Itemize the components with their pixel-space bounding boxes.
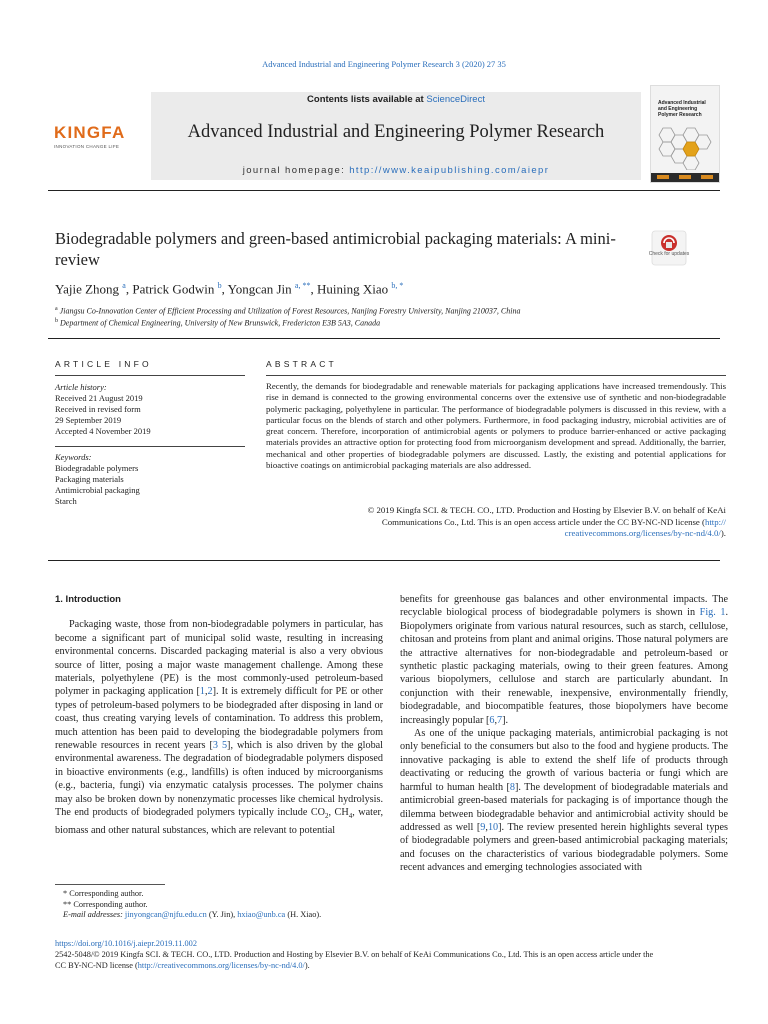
bottom-matter bbox=[55, 938, 727, 971]
history-rule bbox=[55, 446, 245, 447]
citation-link[interactable]: 10 bbox=[487, 821, 499, 833]
author-affiliation-mark[interactable]: a bbox=[122, 281, 126, 290]
author-separator: , bbox=[125, 281, 133, 297]
subscript: 4 bbox=[348, 812, 353, 821]
body-text: ], which is also driven by the global environmental awareness. The degradation of biodegradable polymers disposed in bioactive environments (e.g., landfills) is often induced by microorganisms (e.g., bacteria, fungi) via enzymatic catalysis processes. The polymer chains may also be broken down by nonenzymatic processes like chemical hydrolysis. The end products of biodegraded polymers typically include CO bbox=[55, 740, 384, 819]
bottom-copyright: 2542-5048/© 2019 Kingfa SCI. & TECH. CO., LTD. Production and Hosting by Elsevier B.V. on behalf of KeAi Communications Co., Ltd. This is an open access article under the bbox=[55, 950, 654, 959]
abstract-copyright bbox=[266, 505, 726, 540]
license-link[interactable]: creativecommons.org/licenses/by-nc-nd/4.0/ bbox=[564, 528, 721, 538]
affiliation-mark: a bbox=[55, 306, 58, 312]
body-paragraph: benefits for greenhouse gas balances and other environmental impacts. The recyclable biological process of biodegradable polymers is shown in Fig. 1. Biopolymers originate from various natural resources, such as starch, cellulose, chitosan and proteins from plant and animal origins. Those natural polymers are the attractive alternatives for non-biodegradable and petroleum-based or synthetic plastic packaging materials, owing to their green features. Among various biopolymers, cellulose and starch are particularly abundant. In conjunction with their renewable, inexpensive, environmentally friendly, biodegradable, and biocompatible features, those biopolymers have become increasingly popular [6,7]. bbox=[400, 594, 728, 726]
author-separator: , bbox=[221, 281, 228, 297]
keyword-item: Packaging materials bbox=[55, 474, 124, 484]
cover-hexagon-graphic bbox=[653, 124, 719, 170]
logo-wordmark: KINGFA bbox=[54, 123, 126, 142]
cover-title: Advanced Industrial and Engineering Polymer Research bbox=[658, 100, 706, 118]
figure-link[interactable]: Fig. 1 bbox=[699, 607, 726, 619]
affiliation-mark: b bbox=[55, 318, 58, 324]
body-text: ]. bbox=[502, 714, 509, 726]
body-text: ]. The development of biodegradable materials and antimicrobial green-based materials for packaging is of importance though the dilemma between biodegradable behavior and antimicrobial activity should be addressed as well [ bbox=[400, 781, 728, 833]
body-text: , water, biomass and other natural substances, which are relevant to potential bbox=[55, 807, 384, 836]
author-list bbox=[55, 281, 403, 297]
journal-cover-thumbnail[interactable] bbox=[650, 85, 720, 183]
affiliation-text: Department of Chemical Engineering, University of New Brunswick, Fredericton E3B 5A3, Canada bbox=[60, 318, 381, 328]
footnote: ** Corresponding author. bbox=[63, 899, 148, 909]
bottom-license bbox=[55, 960, 727, 971]
body-column-right bbox=[400, 593, 728, 875]
abstract-text: Recently, the demands for biodegradable and renewable materials for packaging applications have increased tremendously. This rise in demand is connected to the growing environmental concerns over the extensive use of synthetic and non-biodegradable polymeric packaging, polyethylene in particular. The performance of biodegradable polymers is discussed in this review, with a particular focus on the blends of starch and other polymers. Furthermore, in food packaging industry, microbial activities are of great concern. Therefore, incorporation of antimicrobial agents or polymers to produce barrier-enhanced or active packaging materials provides an attractive option for protecting food from microorganism development and spread. Additionally, the barrier, mechanical and other properties of biodegradable polymers are discussed. Lastly, the existing and potential applications for bioactive coatings on antimicrobial packaging materials are also addressed. bbox=[266, 381, 726, 471]
copyright-end: ). bbox=[720, 528, 726, 538]
citation-link[interactable]: 6 bbox=[489, 714, 495, 726]
citation-link[interactable]: 9 bbox=[480, 821, 486, 833]
email-link[interactable]: hxiao@unb.ca bbox=[237, 910, 286, 919]
homepage-link[interactable]: http://www.keaipublishing.com/aiepr bbox=[349, 165, 550, 176]
author-name: Huining Xiao bbox=[316, 281, 389, 297]
check-for-updates-icon[interactable] bbox=[651, 230, 687, 266]
license-link[interactable]: http://creativecommons.org/licenses/by-nc-nd/4.0/ bbox=[137, 961, 305, 970]
footnote: * Corresponding author. bbox=[63, 889, 144, 898]
author-affiliation-mark[interactable]: b bbox=[217, 281, 222, 290]
copyright-line: © 2019 Kingfa SCI. & TECH. CO., LTD. Production and Hosting by Elsevier B.V. on behalf of KeAi bbox=[367, 505, 726, 515]
history-heading: Article history: bbox=[55, 382, 107, 392]
masthead-rule bbox=[48, 190, 720, 191]
body-paragraph: As one of the unique packaging materials, antimicrobial packaging is not only beneficial to the consumers but also to the food and hygiene products. The innovative packaging is able to extend the shelf life of products through deactivating or reducing the growth of various bacteria or fungi which are harmful to human health [8]. The development of biodegradable materials and antimicrobial green-based materials for packaging is of importance though the dilemma between biodegradable behavior and antimicrobial activity should be addressed as well [9,10]. The review presented herein highlights several types of biodegradable polymers and green-based antimicrobial packaging materials; and focuses on the characteristics of various biodegradable polymers. Some recent advances and emerging technologies associated with bbox=[400, 728, 728, 874]
history-item: Received in revised form bbox=[55, 404, 141, 414]
license-text: CC BY-NC-ND license ( bbox=[55, 961, 138, 970]
author-affiliation-mark[interactable]: b, * bbox=[391, 281, 404, 290]
affiliation-b bbox=[55, 318, 380, 328]
keyword-item: Biodegradable polymers bbox=[55, 463, 139, 473]
email-link[interactable]: jinyongcan@njfu.edu.cn bbox=[124, 910, 207, 919]
abstract-label: ABSTRACT bbox=[266, 359, 337, 369]
subscript: 2 bbox=[325, 812, 329, 821]
license-link[interactable]: http:// bbox=[704, 516, 726, 527]
citation-link[interactable]: 2 bbox=[207, 686, 213, 698]
article-info-rule bbox=[55, 375, 245, 376]
body-text: As one of the unique packaging materials, antimicrobial packaging is not only beneficial to the consumers but also to the food and hygiene products. The innovative packaging is able to extend the shelf life of products through deactivating or reducing the growth of various bacteria or fungi which are harmful to human health [ bbox=[400, 728, 728, 793]
article-history bbox=[55, 382, 245, 437]
email-owner: (Y. Jin), bbox=[206, 910, 238, 919]
keyword-item: Antimicrobial packaging bbox=[55, 485, 140, 495]
email-label: E-mail addresses: bbox=[63, 910, 123, 919]
affiliation-text: Jiangsu Co-Innovation Center of Efficient Processing and Utilization of Forest Resources, Nanjing Forestry University, Nanjing 210037, China bbox=[59, 306, 521, 316]
cover-footer-bar bbox=[651, 173, 719, 182]
masthead-center-panel bbox=[151, 92, 641, 180]
logo-tagline: INNOVATION CHANGE LIFE bbox=[54, 144, 120, 149]
body-text: . Biopolymers originate from various natural resources, such as starch, cellulose, chitosan and proteins from plant and animal origins. Those natural polymers are the attractive alternatives for non-biodegradable and petroleum-based or synthetic plastic packaging materials, owing to their green features. Among various biopolymers, cellulose and starch are particularly abundant. In conjunction with their renewable, inexpensive, environmentally friendly, biodegradable, and biocompatible features, those biopolymers have become increasingly popular [ bbox=[400, 607, 728, 726]
history-item: Received 21 August 2019 bbox=[55, 393, 143, 403]
keywords bbox=[55, 452, 245, 507]
header-rule bbox=[48, 338, 720, 339]
citation-link[interactable]: 7 bbox=[497, 714, 503, 726]
author-name: Patrick Godwin bbox=[132, 281, 215, 297]
article-title: Biodegradable polymers and green-based antimicrobial packaging materials: A mini-review bbox=[55, 229, 616, 269]
citation-link[interactable]: 1 bbox=[199, 686, 205, 698]
footnote-emails bbox=[55, 910, 385, 921]
footnote-rule bbox=[55, 884, 165, 885]
journal-masthead bbox=[48, 85, 720, 185]
email-owner: (H. Xiao). bbox=[285, 910, 322, 919]
homepage-prefix: journal homepage: bbox=[242, 165, 346, 176]
body-paragraph: Packaging waste, those from non-biodegradable polymers in particular, has become a significant part of municipal solid waste, resulting in increasing environmental concerns. Discarded packaging material is also a very obvious source of litter, posing a major waste management challenge. Among these materials, polyethylene (PE) is the most commonly-used petroleum-based polymer in packaging application [1,2]. It is extremely difficult for PE or other types of petroleum-based polymers to be biodegraded after disposing in land or coast, thus creating varying levels of contamination. To address this problem, much attention has been paid to developing the biodegradable polymers from renewable resources in recent years [3 5], which is also driven by the global environmental awareness. The degradation of biodegradable polymers disposed in bioactive environments (e.g., landfills) is often induced by microorganisms (e.g., bacteria, fungi) via enzymatic catalysis processes. The polymer chains may also be broken down by nonenzymatic processes like chemical hydrolysis. The end products of biodegraded polymers typically include $CO_2$, $CH_4$, water, biomass and other natural substances, which are relevant to potential bbox=[55, 619, 384, 836]
article-info-label: ARTICLE INFO bbox=[55, 359, 152, 369]
journal-title: Advanced Industrial and Engineering Polymer Research bbox=[187, 122, 605, 142]
keyword-item: Starch bbox=[55, 496, 77, 506]
history-item: Accepted 4 November 2019 bbox=[55, 426, 151, 436]
history-item: 29 September 2019 bbox=[55, 415, 122, 425]
body-text: , CH bbox=[328, 807, 349, 819]
running-head[interactable]: Advanced Industrial and Engineering Polymer Research 3 (2020) 27 35 bbox=[262, 59, 506, 69]
keywords-heading: Keywords: bbox=[55, 452, 92, 462]
citation-link[interactable]: 8 bbox=[509, 781, 515, 793]
footnotes bbox=[55, 889, 385, 921]
check-for-updates-label[interactable]: Check for updates bbox=[648, 251, 690, 257]
body-text: benefits for greenhouse gas balances and other environmental impacts. The recyclable biological process of biodegradable polymers is shown in bbox=[400, 594, 728, 619]
body-text: ]. It is extremely difficult for PE or other types of petroleum-based polymers to be biodegraded after disposing in land or coast, thus creating varying levels of contamination. To address this problem, much attention has been paid to developing the biodegradable polymers from renewable resources in recent years [ bbox=[55, 686, 383, 752]
doi-link[interactable]: https://doi.org/10.1016/j.aiepr.2019.11.002 bbox=[55, 939, 197, 948]
body-text: Packaging waste, those from non-biodegradable polymers in particular, has become a significant part of municipal solid waste, resulting in increasing environmental concerns. Discarded packaging material is also a very obvious source of litter, posing a major waste management challenge. Among these materials, polyethylene (PE) is the most commonly-used petroleum-based polymer in packaging application [ bbox=[55, 619, 383, 698]
contents-prefix: Contents lists available at bbox=[307, 94, 424, 105]
citation-link[interactable]: 3 5 bbox=[212, 740, 228, 752]
abstract-bottom-rule bbox=[48, 560, 720, 561]
copyright-line: Communications Co., Ltd. This is an open access article under the CC BY-NC-ND license ( bbox=[381, 516, 705, 527]
section-heading-introduction: 1. Introduction bbox=[55, 594, 121, 605]
body-text: ]. The review presented herein highlights several types of biodegradable polymers and green-based antimicrobial packaging materials; and focuses on the characteristics of various biodegradable polymers. Some recent advances and emerging technologies associated with bbox=[400, 821, 728, 874]
author-affiliation-mark[interactable]: a, ** bbox=[294, 281, 311, 290]
journal-homepage bbox=[151, 165, 641, 176]
author-name: Yajie Zhong bbox=[55, 281, 120, 297]
abstract-rule bbox=[266, 375, 726, 376]
license-text: ). bbox=[304, 961, 310, 970]
body-column-left bbox=[55, 593, 383, 837]
sciencedirect-link[interactable]: ScienceDirect bbox=[426, 94, 485, 105]
affiliation-a bbox=[55, 306, 520, 316]
contents-line bbox=[151, 94, 641, 105]
kingfa-logo bbox=[54, 123, 146, 149]
author-name: Yongcan Jin bbox=[227, 281, 292, 297]
author-separator: , bbox=[310, 281, 317, 297]
